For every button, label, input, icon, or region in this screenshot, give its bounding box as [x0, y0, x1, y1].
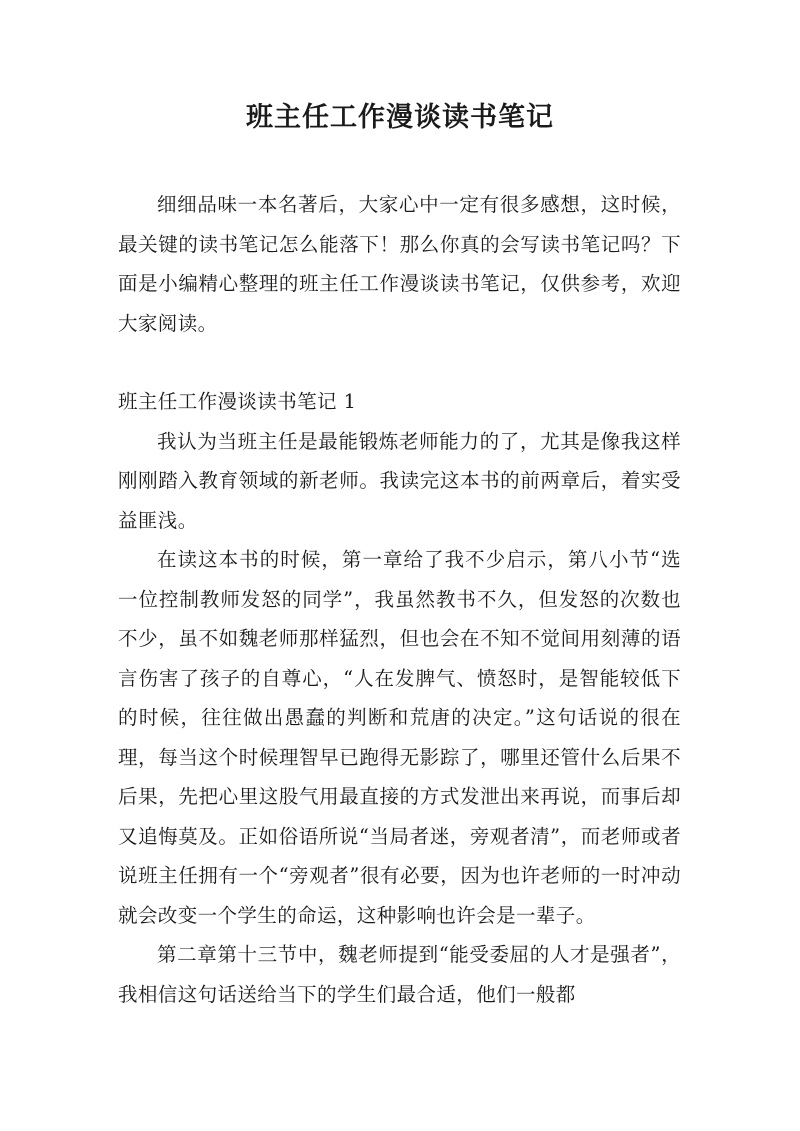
body-paragraph: 在读这本书的时候，第一章给了我不少启示，第八小节“选一位控制教师发怒的同学”，我虽然教书不久，但发怒的次数也不少，虽不如魏老师那样猛烈，但也会在不知不觉间用刻薄的语言伤害了孩子的自尊心，“人在发脾气、愤怒时，是智能较低下的时候，往往做出愚蠢的判断和荒唐的决定。”这句话说的很在理，每当这个时候理智早已跑得无影踪了，哪里还管什么后果不后果，先把心里这股气用最直接的方式发泄出来再说，而事后却又追悔莫及。正如俗语所说“当局者迷，旁观者清”，而老师或者说班主任拥有一个“旁观者”很有必要，因为也许老师的一时冲动就会改变一个学生的命运，这种影响也许会是一辈子。 [118, 548, 681, 927]
document-title: 班主任工作漫谈读书笔记 [246, 102, 554, 133]
document-body [118, 185, 681, 1014]
body-paragraph: 第二章第十三节中，魏老师提到“能受委屈的人才是强者”，我相信这句话送给当下的学生们最合适，他们一般都 [118, 943, 681, 1006]
section-heading: 班主任工作漫谈读书笔记 1 [118, 390, 357, 413]
body-paragraph: 我认为当班主任是最能锻炼老师能力的了，尤其是像我这样刚刚踏入教育领域的新老师。我读完这本书的前两章后，着实受益匪浅。 [118, 429, 681, 532]
intro-paragraph: 细细品味一本名著后，大家心中一定有很多感想，这时候，最关键的读书笔记怎么能落下！那么你真的会写读书笔记吗？下面是小编精心整理的班主任工作漫谈读书笔记，仅供参考，欢迎大家阅读。 [118, 193, 681, 335]
